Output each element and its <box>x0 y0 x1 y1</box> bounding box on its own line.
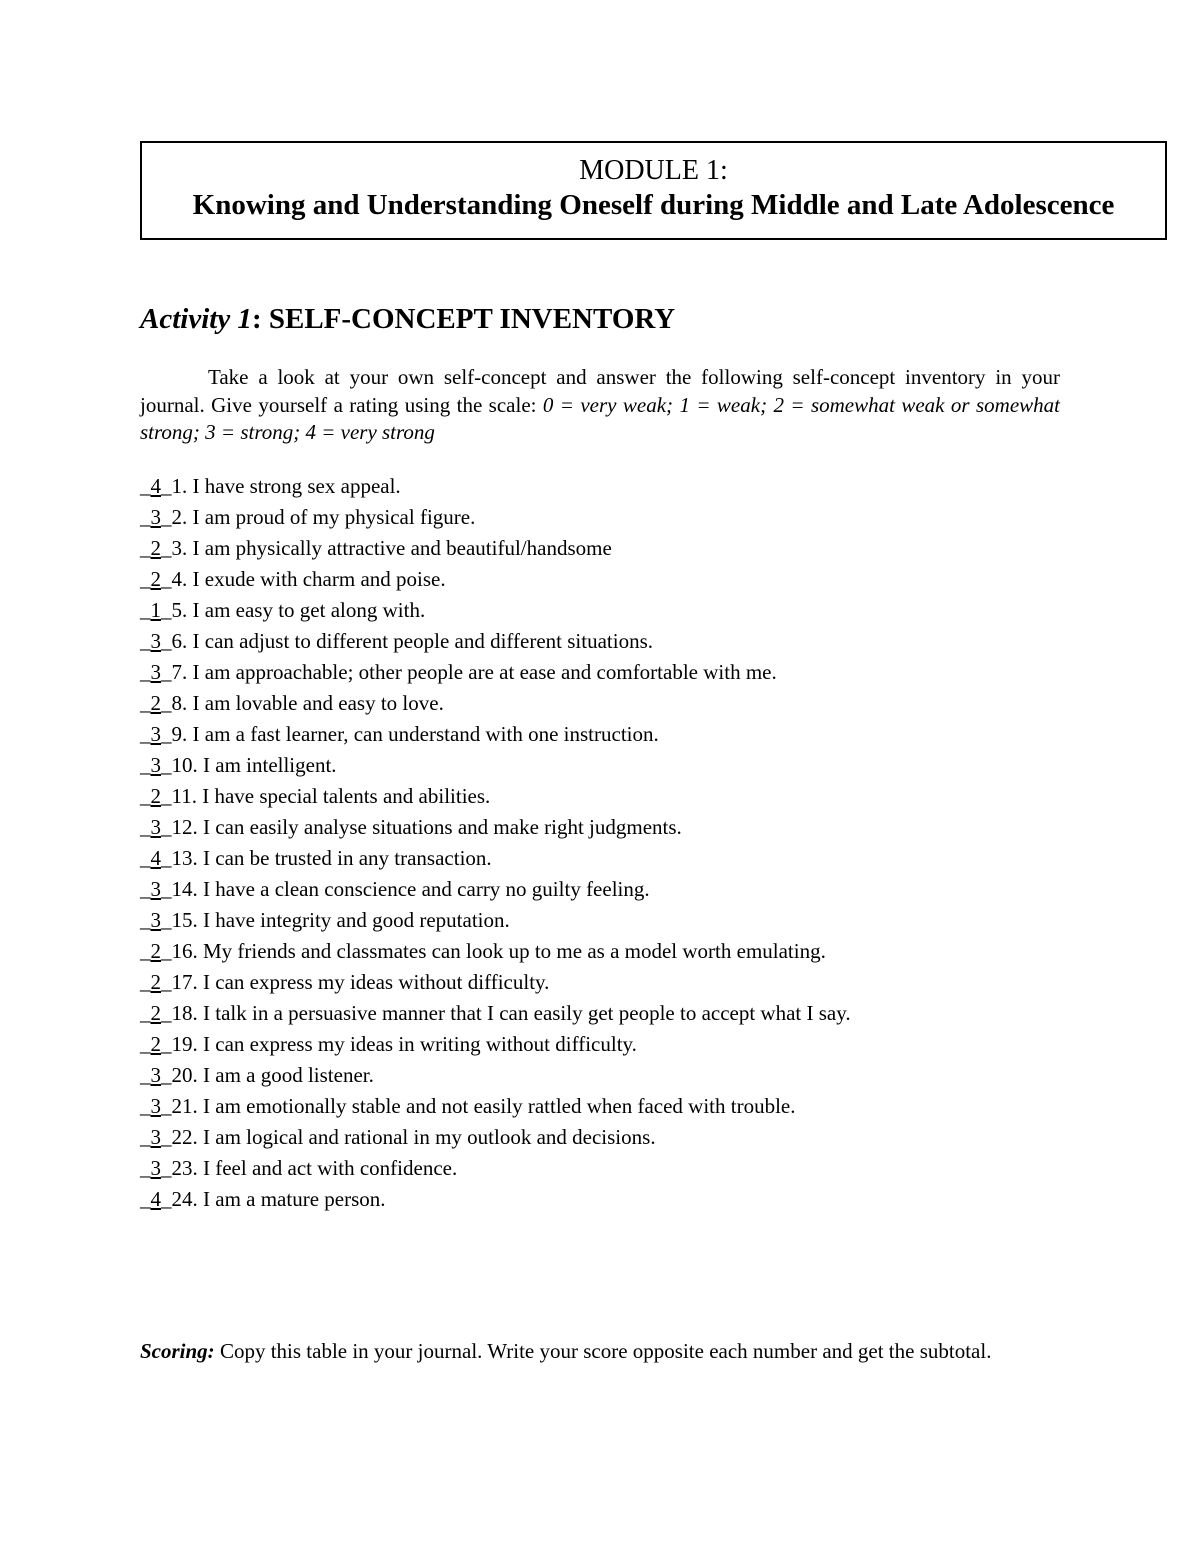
inventory-item: _3_6. I can adjust to different people and different situations. <box>140 629 654 653</box>
item-statement: 13. I can be trusted in any transaction. <box>171 846 492 870</box>
inventory-item: _2_18. I talk in a persuasive manner that I can easily get people to accept what I say. <box>140 1001 851 1025</box>
item-statement: 9. I am a fast learner, can understand with one instruction. <box>171 722 659 746</box>
item-score: 3 <box>150 660 161 684</box>
item-score: 4 <box>150 846 161 870</box>
inventory-item: _2_11. I have special talents and abilities. <box>140 784 491 808</box>
item-score: 2 <box>150 1032 161 1056</box>
item-statement: 19. I can express my ideas in writing without difficulty. <box>171 1032 637 1056</box>
activity-heading <box>140 300 675 338</box>
item-score: 1 <box>150 598 161 622</box>
item-statement: 23. I feel and act with confidence. <box>171 1156 458 1180</box>
item-score: 3 <box>150 1156 161 1180</box>
item-statement: 4. I exude with charm and poise. <box>171 567 446 591</box>
item-statement: 21. I am emotionally stable and not easily rattled when faced with trouble. <box>171 1094 796 1118</box>
inventory-item: _3_21. I am emotionally stable and not easily rattled when faced with trouble. <box>140 1094 796 1118</box>
inventory-item: _2_16. My friends and classmates can look up to me as a model worth emulating. <box>140 939 826 963</box>
item-score: 3 <box>150 1094 161 1118</box>
item-statement: 22. I am logical and rational in my outlook and decisions. <box>171 1125 656 1149</box>
item-score: 3 <box>150 908 161 932</box>
item-score: 2 <box>150 784 161 808</box>
item-statement: 16. My friends and classmates can look up to me as a model worth emulating. <box>171 939 826 963</box>
inventory-item: _2_17. I can express my ideas without difficulty. <box>140 970 550 994</box>
item-score: 2 <box>150 536 161 560</box>
inventory-item: _4_13. I can be trusted in any transaction. <box>140 846 492 870</box>
instructions-text: Take a look at your own self-concept and answer the following self-concept inventory in your journal. Give yourself a rating using the scale: <box>140 365 1060 417</box>
item-statement: 15. I have integrity and good reputation. <box>171 908 510 932</box>
inventory-item: _3_15. I have integrity and good reputation. <box>140 908 510 932</box>
inventory-item: _3_9. I am a fast learner, can understand with one instruction. <box>140 722 659 746</box>
module-title: MODULE 1: <box>579 155 728 186</box>
item-score: 2 <box>150 1001 161 1025</box>
item-score: 2 <box>150 970 161 994</box>
item-score: 2 <box>150 567 161 591</box>
item-score: 2 <box>150 939 161 963</box>
item-statement: 6. I can adjust to different people and different situations. <box>171 629 654 653</box>
item-statement: 1. I have strong sex appeal. <box>171 474 401 498</box>
item-statement: 17. I can express my ideas without difficulty. <box>171 970 550 994</box>
item-score: 2 <box>150 691 161 715</box>
inventory-item: _3_10. I am intelligent. <box>140 753 337 777</box>
inventory-item: _2_3. I am physically attractive and beautiful/handsome <box>140 536 612 560</box>
inventory-item: _3_14. I have a clean conscience and carry no guilty feeling. <box>140 877 650 901</box>
inventory-item: _3_7. I am approachable; other people are at ease and comfortable with me. <box>140 660 777 684</box>
scoring-text: Copy this table in your journal. Write your score opposite each number and get the subtotal. <box>214 1339 992 1363</box>
item-score: 3 <box>150 877 161 901</box>
item-score: 3 <box>150 1125 161 1149</box>
inventory-item: _1_5. I am easy to get along with. <box>140 598 426 622</box>
inventory-item: _4_1. I have strong sex appeal. <box>140 474 401 498</box>
item-statement: 7. I am approachable; other people are at ease and comfortable with me. <box>171 660 777 684</box>
item-score: 3 <box>150 722 161 746</box>
inventory-item: _3_12. I can easily analyse situations and make right judgments. <box>140 815 682 839</box>
inventory-item: _3_20. I am a good listener. <box>140 1063 374 1087</box>
inventory-item: _2_19. I can express my ideas in writing without difficulty. <box>140 1032 637 1056</box>
rating-scale: 0 = very weak; 1 = weak; 2 = somewhat weak or somewhat strong; 3 = strong; 4 = very strong <box>140 392 1060 444</box>
item-score: 3 <box>150 753 161 777</box>
item-score: 3 <box>150 1063 161 1087</box>
inventory-item: _4_24. I am a mature person. <box>140 1187 386 1211</box>
item-statement: 11. I have special talents and abilities. <box>171 784 491 808</box>
module-subtitle: Knowing and Understanding Oneself during Middle and Late Adolescence <box>192 189 1115 221</box>
item-statement: 20. I am a good listener. <box>171 1063 374 1087</box>
inventory-item: _2_8. I am lovable and easy to love. <box>140 691 444 715</box>
item-statement: 18. I talk in a persuasive manner that I can easily get people to accept what I say. <box>171 1001 851 1025</box>
item-score: 4 <box>150 1187 161 1211</box>
item-score: 3 <box>150 505 161 529</box>
activity-title: : SELF-CONCEPT INVENTORY <box>251 303 676 335</box>
inventory-list <box>140 471 851 1215</box>
inventory-item: _3_23. I feel and act with confidence. <box>140 1156 458 1180</box>
item-statement: 12. I can easily analyse situations and make right judgments. <box>171 815 682 839</box>
item-statement: 14. I have a clean conscience and carry no guilty feeling. <box>171 877 650 901</box>
item-statement: 2. I am proud of my physical figure. <box>171 505 476 529</box>
item-statement: 8. I am lovable and easy to love. <box>171 691 444 715</box>
item-score: 3 <box>150 815 161 839</box>
inventory-item: _3_22. I am logical and rational in my outlook and decisions. <box>140 1125 656 1149</box>
item-score: 3 <box>150 629 161 653</box>
inventory-item: _2_4. I exude with charm and poise. <box>140 567 446 591</box>
item-statement: 5. I am easy to get along with. <box>171 598 426 622</box>
item-statement: 24. I am a mature person. <box>171 1187 386 1211</box>
inventory-item: _3_2. I am proud of my physical figure. <box>140 505 476 529</box>
scoring-paragraph <box>140 1337 1060 1365</box>
item-score: 4 <box>150 474 161 498</box>
instructions-paragraph <box>140 364 1060 447</box>
item-statement: 3. I am physically attractive and beautiful/handsome <box>171 536 612 560</box>
activity-label: Activity 1 <box>140 303 252 335</box>
scoring-label: Scoring: <box>140 1339 215 1363</box>
module-header-box <box>140 141 1167 240</box>
item-statement: 10. I am intelligent. <box>171 753 337 777</box>
